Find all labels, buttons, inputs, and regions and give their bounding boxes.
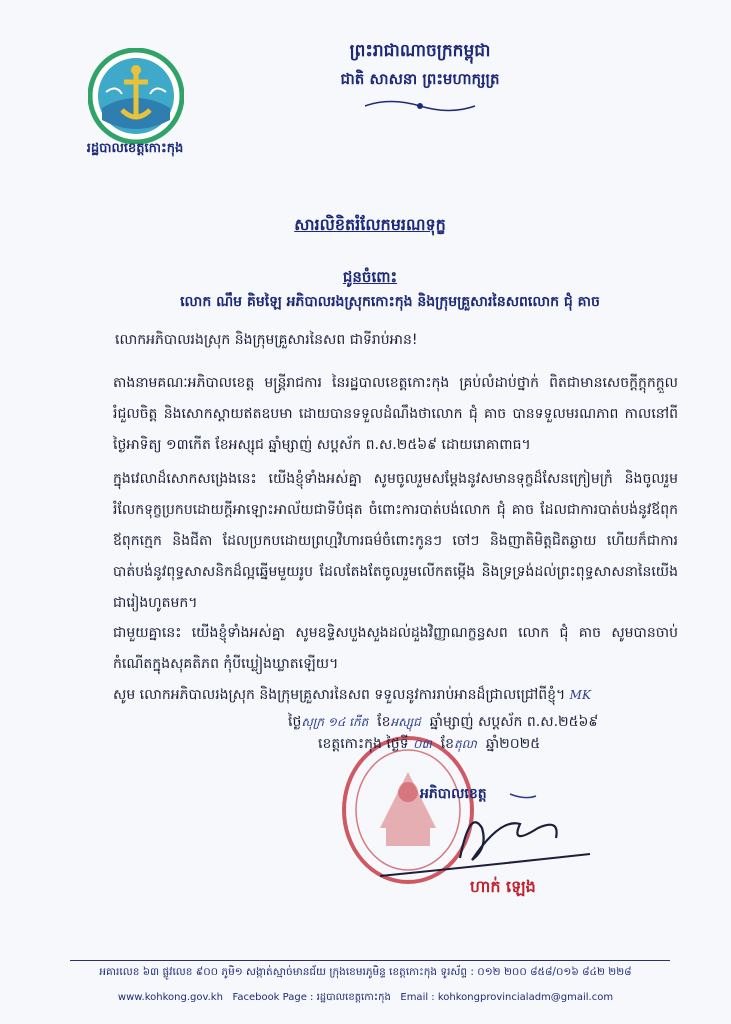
footer-contacts bbox=[40, 990, 691, 1005]
lunar-date-line: ថ្ងៃសុក្រ ១៤ កើត ខែអស្សុជ ឆ្នាំម្សាញ់ សប្តស័ក ព.ស.២៥៦៩ bbox=[288, 714, 599, 730]
provincial-logo bbox=[88, 48, 184, 144]
footer-divider bbox=[70, 960, 670, 961]
paragraph-1: តាងនាមគណៈអភិបាលខេត្ត មន្រ្តីរាជការ នៃរដ្ឋបាលខេត្តកោះកុង គ្រប់លំដាប់ថ្នាក់ ពិតជាមានសេចក្តីក្តុកក្តួលរំជួលចិត្ត និងសោកស្តាយឥតឧបមា ដោយបានទទួលដំណឹងថាលោក ជុំ គាច បានទទួលមរណភាព កាលនៅពីថ្ងៃអាទិត្យ ១៣កើត ខែអស្សុជ ឆ្នាំម្សាញ់ សប្តស័ក ព.ស.២៥៦៩ ដោយរោគាពាធ។ bbox=[113, 375, 678, 453]
paragraph-4 bbox=[113, 680, 678, 710]
logo-caption: រដ្ឋបាលខេត្តកោះកុង bbox=[86, 141, 184, 156]
solar-month-handwritten: តុលា bbox=[454, 737, 477, 751]
paragraph-3: ជាមួយគ្នានេះ យើងខ្ញុំទាំងអស់គ្នា សូមឧទ្ទិសបួងសួងដល់ដួងវិញ្ញាណក្ខន្ធសព លោក ជុំ គាច សូមបានចាប់កំណើតក្នុងសុគតិភព កុំបីឃ្លៀងឃ្លាតឡើយ។ bbox=[113, 625, 678, 672]
paragraph-2: ក្នុងវេលាដ៏សោកសង្រេងនេះ យើងខ្ញុំទាំងអស់គ្នា សូមចូលរួមសម្តែងនូវសមានទុក្ខដ៏សែនក្រៀមក្រំ និងចូលរួមរំលែកទុក្ខប្រកបដោយក្តីអាឡោះអាល័យជាទីបំផុត ចំពោះការបាត់បង់លោក ជុំ គាច ដែលជាការបាត់បង់នូវឪពុក ឪពុកក្មេក និងជីតា ដែលប្រកបដោយព្រហ្មវិហារធម៌ចំពោះកូនៗ ចៅៗ និងញាតិមិត្តជិតឆ្ងាយ ហើយក៏ជាការបាត់បង់នូវពុទ្ធសាសនិកដ៏ល្អឆ្នើមមួយរូប ដែលតែងតែចូលរួមលើកតម្កើង និងទ្រទ្រង់ដល់ព្រះពុទ្ធសាសនានៃយើងជារៀងហូតមក។ bbox=[113, 471, 678, 611]
closing-text: សូម លោកអភិបាលរងស្រុក និងក្រុមគ្រួសារនៃសព ទទួលនូវការរាប់អានដ៏ជ្រាលជ្រៅពីខ្ញុំ។ bbox=[113, 687, 566, 703]
solar-day-handwritten: ០៣ bbox=[413, 737, 432, 751]
signer-title: អភិបាលខេត្ត bbox=[420, 786, 487, 802]
national-motto: ជាតិ សាសនា ព្រះមហាក្សត្រ bbox=[340, 70, 500, 88]
lunar-month-handwritten: អស្សុជ bbox=[390, 715, 421, 729]
to-label: ជូនចំពោះ bbox=[342, 268, 398, 286]
solar-date-line: ខេត្តកោះកុង ថ្ងៃទី ០៣ ខែតុលា ឆ្នាំ២០២៥ bbox=[318, 736, 541, 752]
footer-address: អគារលេខ ៦៣ ផ្លូវលេខ ៩០០ ភូមិ១ សង្កាត់ស្មាច់មានជ័យ ក្រុងខេមរភូមិន្ទ ខេត្តកោះកុង ទូរស័ព្ទ : ០១២ ២០០ ៨៥៨/០១៦ ៨៤២ ២២៨ bbox=[99, 966, 632, 978]
website-link[interactable]: www.kohkong.gov.kh bbox=[117, 992, 223, 1003]
email-link[interactable]: kohkongprovincialadm@gmail.com bbox=[437, 992, 614, 1003]
signature bbox=[360, 788, 600, 878]
kingdom-heading: ព្រះរាជាណាចក្រកម្ពុជា bbox=[349, 41, 491, 61]
signer-name: ហាក់ ឡេង bbox=[470, 877, 536, 896]
facebook-label: Facebook Page : bbox=[232, 992, 314, 1003]
email-label: Email : bbox=[400, 992, 435, 1003]
ornament-divider bbox=[360, 97, 480, 115]
lunar-day-handwritten: សុក្រ ១៤ កើត bbox=[301, 715, 369, 729]
document-title: សារលិខិតរំលែកមរណទុក្ខ bbox=[294, 215, 446, 234]
handwritten-initials: ΜΚ bbox=[569, 688, 591, 702]
facebook-link[interactable]: រដ្ឋបាលខេត្តកោះកុង bbox=[316, 992, 391, 1003]
recipient-line: លោក ណឹម គិមឡៃ អភិបាលរងស្រុកកោះកុង និងក្រុមគ្រួសារនៃសពលោក ជុំ គាច bbox=[180, 294, 600, 310]
salutation: លោកអភិបាលរងស្រុក និងក្រុមគ្រួសារនៃសព ជាទីរាប់អាន! bbox=[115, 332, 418, 348]
